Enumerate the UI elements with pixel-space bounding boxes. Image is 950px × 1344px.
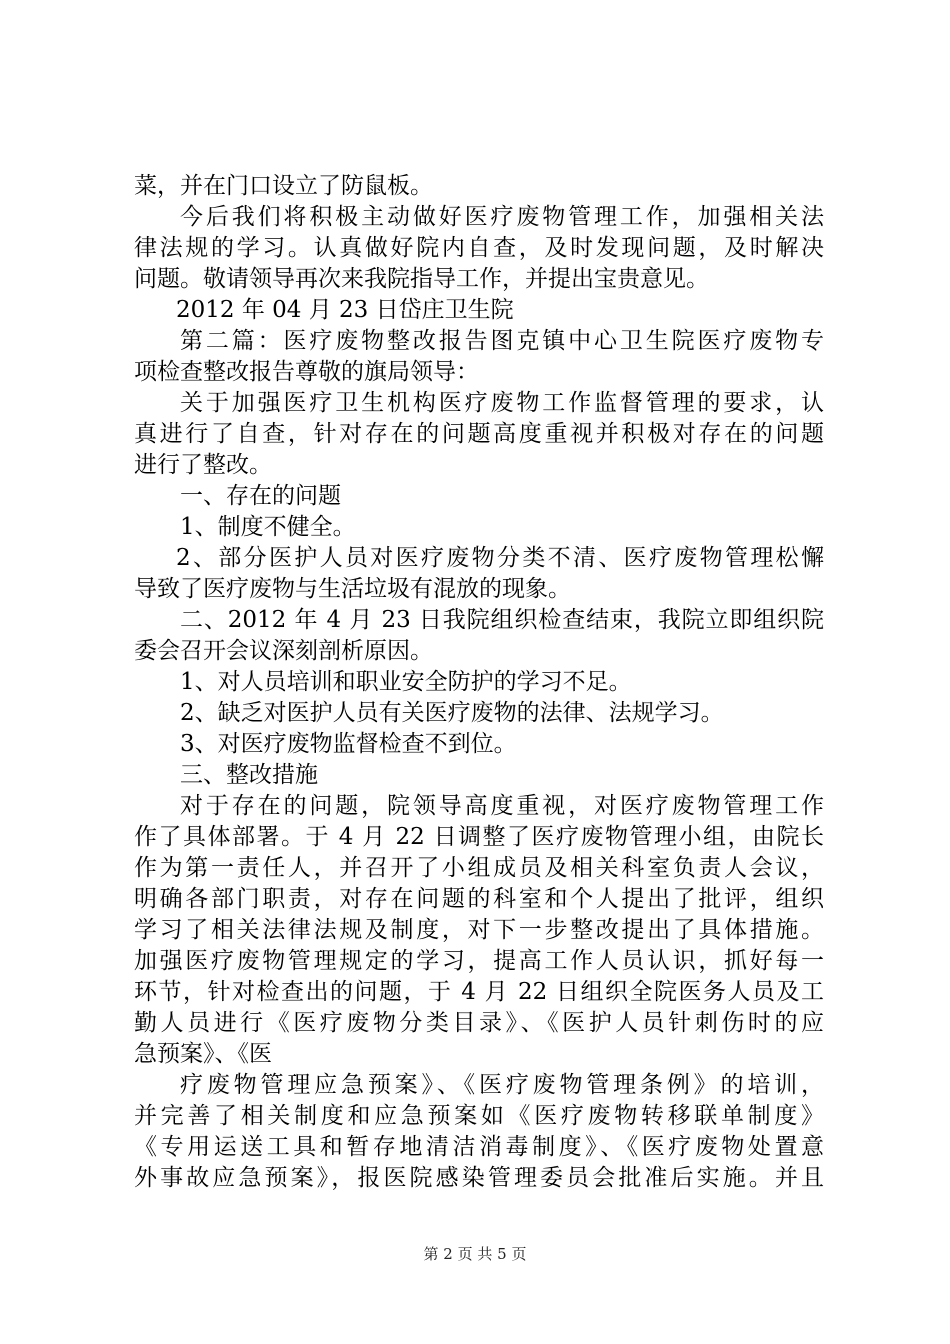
text-line: 勤人员进行《医疗废物分类目录》、《医护人员针刺伤时的应 [134, 1010, 824, 1036]
heading-line: 二、2012 年 4 月 23 日我院组织检查结束，我院立即组织院 [180, 607, 824, 633]
text-line: 导致了医疗废物与生活垃圾有混放的现象。 [134, 576, 571, 602]
text-line: 作为第一责任人，并召开了小组成员及相关科室负责人会议， [134, 855, 824, 881]
text-line: 明确各部门职责，对存在问题的科室和个人提出了批评，组织 [134, 886, 824, 912]
text-line: 对于存在的问题，院领导高度重视，对医疗废物管理工作 [180, 793, 824, 819]
text-line: 委会召开会议深刻剖析原因。 [134, 638, 433, 664]
page-number-footer: 第 2 页 共 5 页 [423, 1245, 527, 1263]
text-line: 关于加强医疗卫生机构医疗废物工作监督管理的要求，认 [180, 390, 824, 416]
text-line: 环节，针对检查出的问题，于 4 月 22 日组织全院医务人员及工 [134, 979, 824, 1005]
list-item-line: 2、缺乏对医护人员有关医疗废物的法律、法规学习。 [180, 700, 724, 726]
heading-line: 一、存在的问题 [180, 483, 341, 509]
text-line: 《专用运送工具和暂存地清洁消毒制度》、《医疗废物处置意 [134, 1134, 824, 1160]
text-line: 作了具体部署。于 4 月 22 日调整了医疗废物管理小组，由院长 [134, 824, 824, 850]
text-line: 加强医疗废物管理规定的学习，提高工作人员认识，抓好每一 [134, 948, 824, 974]
heading-line: 三、整改措施 [180, 762, 318, 788]
text-line: 进行了整改。 [134, 452, 272, 478]
list-item-line: 2、部分医护人员对医疗废物分类不清、医疗废物管理松懈 [176, 545, 824, 571]
list-item-line: 1、制度不健全。 [180, 514, 356, 540]
section-title-line: 第二篇：医疗废物整改报告图克镇中心卫生院医疗废物专 [180, 328, 824, 354]
text-line: 律法规的学习。认真做好院内自查，及时发现问题，及时解决 [134, 235, 824, 261]
text-line: 问题。敬请领导再次来我院指导工作，并提出宝贵意见。 [134, 266, 709, 292]
text-line: 外事故应急预案》，报医院感染管理委员会批准后实施。并且 [134, 1165, 824, 1191]
text-line: 并完善了相关制度和应急预案如《医疗废物转移联单制度》 [134, 1103, 824, 1129]
text-line: 疗废物管理应急预案》、《医疗废物管理条例》的培训， [180, 1072, 824, 1098]
list-item-line: 1、对人员培训和职业安全防护的学习不足。 [180, 669, 632, 695]
text-line: 真进行了自查，针对存在的问题高度重视并积极对存在的问题 [134, 421, 824, 447]
date-signature-line: 2012 年 04 月 23 日岱庄卫生院 [176, 297, 514, 323]
text-line: 今后我们将积极主动做好医疗废物管理工作，加强相关法 [180, 204, 824, 230]
list-item-line: 3、对医疗废物监督检查不到位。 [180, 731, 517, 757]
text-line: 急预案》、《医 [134, 1041, 272, 1067]
text-line: 项检查整改报告尊敬的旗局领导： [134, 359, 479, 385]
text-line: 学习了相关法律法规及制度，对下一步整改提出了具体措施。 [134, 917, 824, 943]
text-line: 菜，并在门口设立了防鼠板。 [134, 173, 433, 199]
